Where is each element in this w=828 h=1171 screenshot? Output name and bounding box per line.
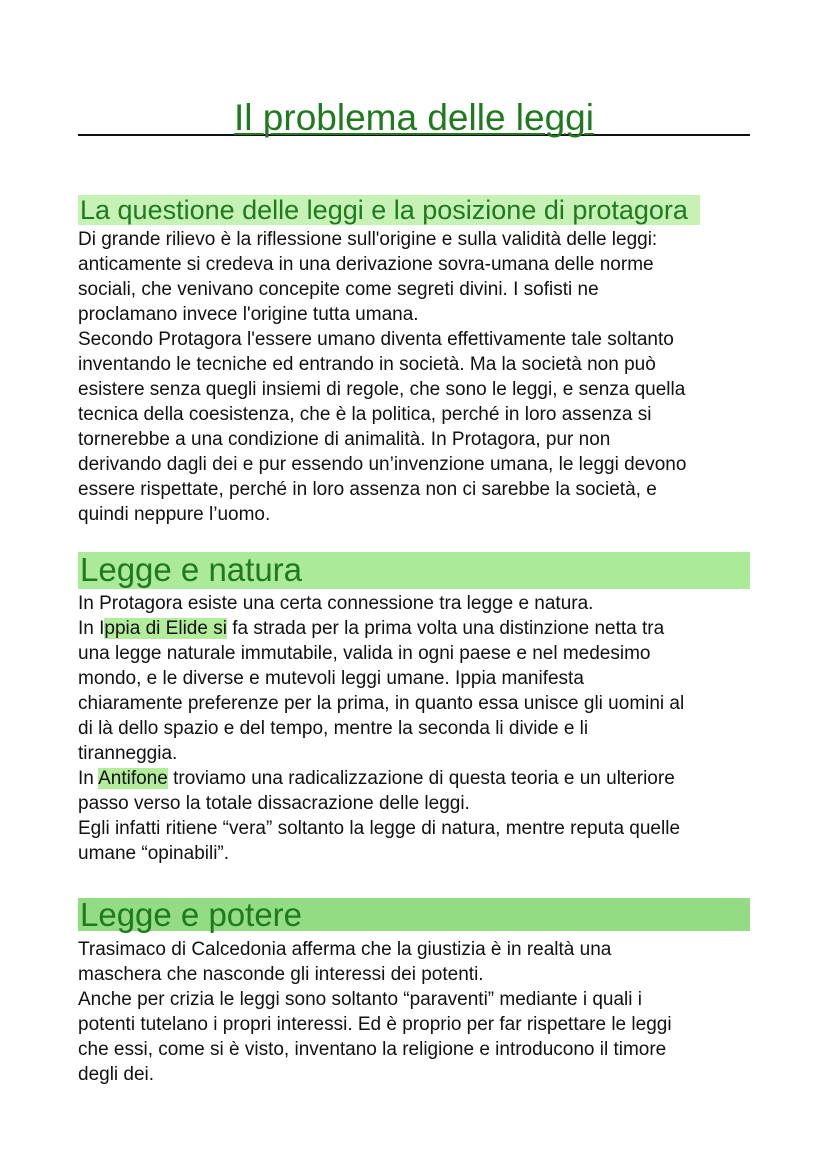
text-line: quindi neppure l’uomo.	[78, 504, 271, 526]
text-line: degli dei.	[78, 1064, 155, 1085]
text-line: passo verso la totale dissacrazione delle leggi.	[78, 792, 470, 814]
section-legge-natura	[78, 552, 750, 866]
text-line: una legge naturale immutabile, valida in ogni paese e nel medesimo	[78, 642, 651, 664]
text-line: anticamente si credeva in una derivazione sovra-umana delle norme	[78, 254, 654, 276]
text-line: chiaramente preferenze per la prima, in quanto essa unisce gli uomini al	[78, 692, 685, 714]
text-line: umane “opinabili”.	[78, 842, 230, 864]
page-title: Il problema delle leggi	[234, 97, 594, 138]
text-line: inventando le tecniche ed entrando in società. Ma la società non può	[78, 354, 656, 376]
text-line: tornerebbe a una condizione di animalità. In Protagora, pur non	[78, 429, 611, 451]
text-line: In Protagora esiste una certa connessione tra legge e natura.	[78, 592, 594, 614]
text-line: Egli infatti ritiene “vera” soltanto la legge di natura, mentre reputa quelle	[78, 817, 681, 839]
text-run: In I	[78, 617, 105, 639]
text-run: In	[78, 767, 99, 789]
section-body	[78, 591, 750, 866]
text-line: Anche per crizia le leggi sono soltanto “paraventi” mediante i quali i	[78, 989, 642, 1010]
section-legge-potere	[78, 898, 750, 1087]
text-line: Trasimaco di Calcedonia afferma che la giustizia è in realtà una	[78, 939, 612, 960]
section-body	[78, 227, 750, 527]
text-line	[78, 616, 750, 641]
title-block	[78, 96, 750, 140]
text-line: esistere senza quegli insiemi di regole, che sono le leggi, e senza quella	[78, 379, 686, 401]
text-line: che essi, come si è visto, inventano la religione e introducono il timore	[78, 1039, 667, 1060]
section-body	[78, 937, 750, 1087]
text-line: tiranneggia.	[78, 742, 178, 764]
section-leggi-protagora	[78, 195, 750, 527]
highlighted-text: ppia di Elide si	[104, 617, 227, 639]
text-line	[78, 766, 750, 791]
text-line: di là dello spazio e del tempo, mentre la seconda li divide e li	[78, 717, 589, 739]
section-heading: Legge e natura	[78, 552, 750, 589]
text-line: essere rispettate, perché in loro assenza non ci sarebbe la società, e	[78, 479, 657, 501]
section-heading: Legge e potere	[78, 898, 750, 931]
text-line: Secondo Protagora l'essere umano diventa effettivamente tale soltanto	[78, 329, 674, 351]
text-line: Di grande rilievo è la riflessione sull'origine e sulla validità delle leggi:	[78, 229, 658, 251]
text-run: troviamo una radicalizzazione di questa teoria e un ulteriore	[167, 767, 675, 789]
text-line: tecnica della coesistenza, che è la politica, perché in loro assenza si	[78, 404, 652, 426]
text-line: derivando dagli dei e pur essendo un’invenzione umana, le leggi devono	[78, 454, 687, 476]
text-line: mondo, e le diverse e mutevoli leggi umane. Ippia manifesta	[78, 667, 584, 689]
highlighted-text: Antifone	[98, 767, 168, 789]
text-line: potenti tutelano i propri interessi. Ed è proprio per far rispettare le leggi	[78, 1014, 672, 1035]
text-run: fa strada per la prima volta una distinzione netta tra	[226, 617, 665, 639]
section-heading: La questione delle leggi e la posizione di protagora	[78, 195, 700, 225]
text-line: maschera che nasconde gli interessi dei potenti.	[78, 964, 484, 985]
text-line: proclamano invece l'origine tutta umana.	[78, 304, 419, 326]
text-line: sociali, che venivano concepite come segreti divini. I sofisti ne	[78, 279, 599, 301]
